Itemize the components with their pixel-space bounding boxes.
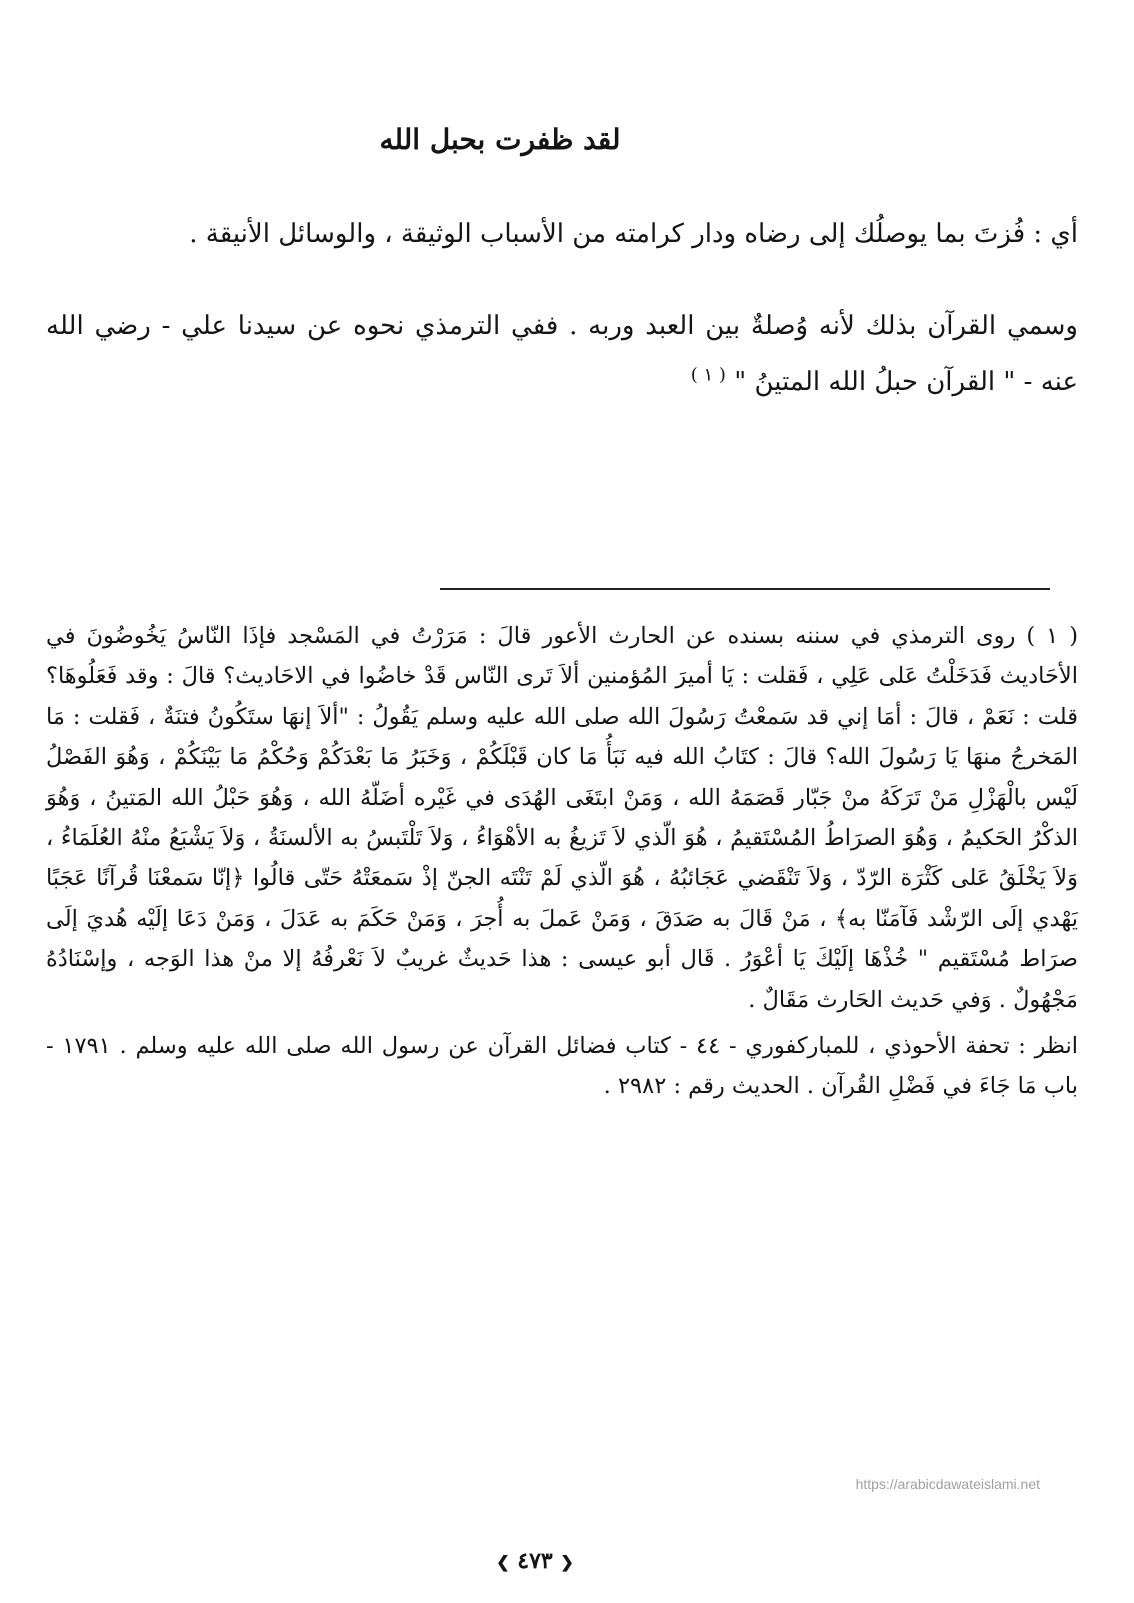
footnote-source: انظر : تحفة الأحوذي ، للمباركفوري - ٤٤ - كتاب فضائل القرآن عن رسول الله صلى الله عليه وسلم . ١٧٩١ - باب مَا جَاءَ في فَضْلِ القُرآن . الحديث رقم : ٢٩٨٢ . — [46, 1033, 1078, 1100]
page-number-value: ٤٧٣ — [517, 1548, 553, 1574]
watermark-url: https://arabicdawateislami.net — [855, 1476, 1040, 1492]
footnote-body: ( ١ ) روى الترمذي في سننه بسنده عن الحارث الأعور قالَ : مَرَرْتُ في المَسْجد فإذَا النّاسُ يَخُوضُونَ في الأحَاديث فَدَخَلْتُ عَلى عَلِي ، فَقلت : يَا أميرَ المُؤمنين ألاَ تَرى النّاس قَدْ خاضُوا في الاحَاديث؟ قالَ : وقد فَعَلُوهَا؟ قلت : نَعَمْ ، قالَ : أمَا إني قد سَمعْتُ رَسُولَ الله صلى الله عليه وسلم يَقُولُ : "ألاَ إنهَا ستَكُونُ فتنَةٌ ، فَقلت : مَا المَخرجُ منهَا يَا رَسُولَ الله؟ قالَ : كتَابُ الله فيه نَبَأُ مَا كان قَبْلَكُمْ ، وَخَبَرُ مَا بَعْدَكُمْ وَحُكْمُ مَا بَيْنَكُمْ ، وَهُوَ الفَصْلُ لَيْس بالْهَزْلِ مَنْ تَرَكَهُ منْ جَبّار قَصَمَهُ الله ، وَمَنْ ابتَغَى الهُدَى في غَيْره أضَلّهُ الله ، وَهُوَ حَبْلُ الله المَتينُ ، وَهُوَ الذكْرُ الحَكيمُ ، وَهُوَ الصرَاطُ المُسْتَقيمُ ، هُوَ الّذي لاَ تَزيغُ به الأهْوَاءُ ، وَلاَ تَلْتَبسُ به الألسنَةُ ، وَلاَ يَشْبَعُ منْهُ العُلَمَاءُ ، وَلاَ يَخْلَقُ عَلى كَثْرَة الرّدّ ، وَلاَ تَنْقَضي عَجَائبُهُ ، هُوَ الّذي لَمْ تَنْتَه الجنّ إذْ سَمعَتْهُ حَتّى قالُوا ﴿إنّا سَمعْنَا قُرآنًا عَجَبًا يَهْدي إلَى الرّشْد فَآمَنّا به﴾ ، مَنْ قَالَ به صَدَقَ ، وَمَنْ عَملَ به أُجرَ ، وَمَنْ حَكَمَ به عَدَلَ ، وَمَنْ دَعَا إلَيْه هُديَ إلَى صرَاط مُسْتَقيم " خُذْهَا إلَيْكَ يَا أعْوَرُ . قَال أبو عيسى : هذا حَديثٌ غريبٌ لاَ نَعْرفُهُ إلا منْ هذا الوَجه ، وإسْنَادُهُ مَجْهُولٌ . وَفي حَديث الحَارث مَقَالٌ . — [46, 623, 1078, 1013]
footnote-reference-marker: ( ١ ) — [690, 364, 726, 386]
ornament-left-icon: ❮ — [560, 1552, 574, 1572]
footnote — [46, 616, 1078, 1107]
ornament-right-icon: ❯ — [496, 1552, 510, 1572]
page-number — [480, 1548, 590, 1574]
main-text — [46, 206, 1078, 410]
main-paragraph-1: أي : فُزتَ بما يوصلُك إلى رضاه ودار كرامته من الأسباب الوثيقة ، والوسائل الأنيقة . — [189, 219, 1078, 249]
section-heading: لقد ظفرت بحبل الله — [379, 123, 621, 156]
main-paragraph-2 — [46, 298, 1078, 410]
main-paragraph-2-text: وسمي القرآن بذلك لأنه وُصلةٌ بين العبد وربه . ففي الترمذي نحوه عن سيدنا علي - رضي الله عنه - " القرآن حبلُ الله المتينُ " — [46, 311, 1078, 397]
footnote-separator — [440, 588, 1050, 590]
